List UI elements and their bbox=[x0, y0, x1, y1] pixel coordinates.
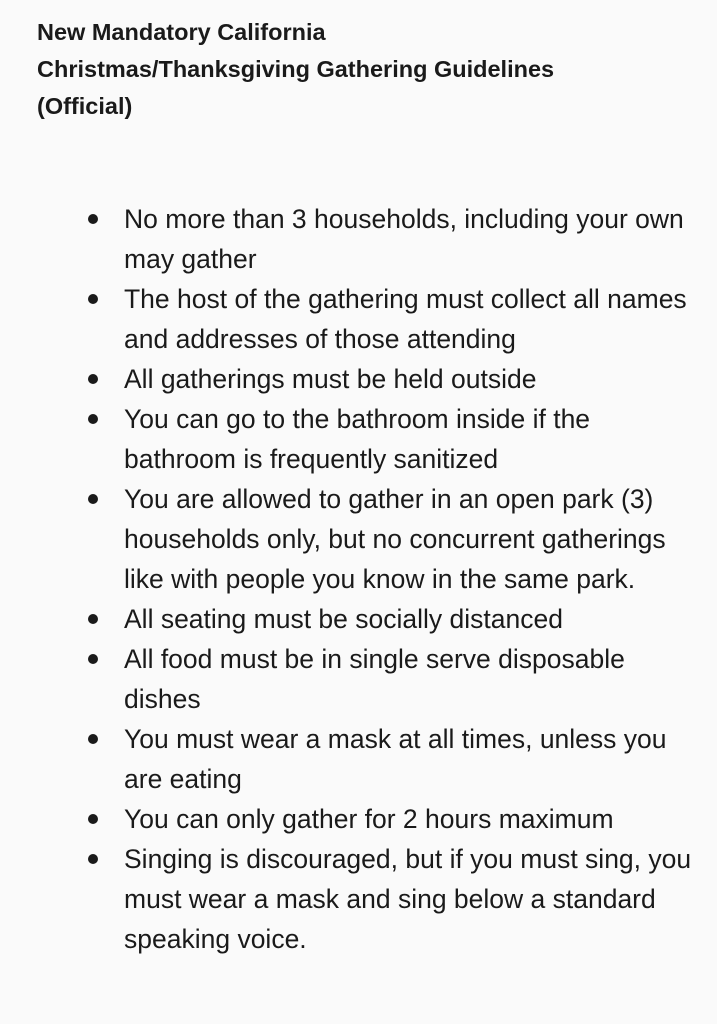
guideline-text: You can go to the bathroom inside if the bathroom is frequently sanitized bbox=[124, 404, 591, 474]
guideline-text: All seating must be socially distanced bbox=[124, 604, 563, 634]
guideline-text: The host of the gathering must collect all names and addresses of those attending bbox=[124, 284, 687, 354]
guideline-text: You can only gather for 2 hours maximum bbox=[124, 804, 614, 834]
guideline-text: No more than 3 households, including your own may gather bbox=[124, 204, 684, 274]
bullet-icon bbox=[88, 854, 98, 864]
bullet-icon bbox=[88, 414, 98, 424]
bullet-icon bbox=[88, 614, 98, 624]
guideline-item bbox=[88, 399, 698, 479]
guidelines-list bbox=[88, 199, 698, 959]
guideline-text: All food must be in single serve disposable dishes bbox=[124, 644, 625, 714]
guideline-item bbox=[88, 199, 698, 279]
guideline-item bbox=[88, 799, 698, 839]
bullet-icon bbox=[88, 374, 98, 384]
bullet-icon bbox=[88, 654, 98, 664]
guideline-item bbox=[88, 639, 698, 719]
guideline-text: You must wear a mask at all times, unless you are eating bbox=[124, 724, 667, 794]
guideline-text: Singing is discouraged, but if you must sing, you must wear a mask and sing below a standard speaking voice. bbox=[124, 844, 692, 954]
guideline-item bbox=[88, 719, 698, 799]
bullet-icon bbox=[88, 734, 98, 744]
guideline-item bbox=[88, 479, 698, 599]
bullet-icon bbox=[88, 294, 98, 304]
bullet-icon bbox=[88, 494, 98, 504]
bullet-icon bbox=[88, 214, 98, 224]
guideline-item bbox=[88, 279, 698, 359]
guideline-item bbox=[88, 359, 698, 399]
guideline-text: You are allowed to gather in an open park (3) households only, but no concurrent gatherings like with people you know in the same park. bbox=[124, 484, 666, 594]
bullet-icon bbox=[88, 814, 98, 824]
guideline-item bbox=[88, 839, 698, 959]
document-title: New Mandatory California Christmas/Thanksgiving Gathering Guidelines (Official) bbox=[37, 19, 555, 119]
guideline-item bbox=[88, 599, 698, 639]
guideline-text: All gatherings must be held outside bbox=[124, 364, 537, 394]
